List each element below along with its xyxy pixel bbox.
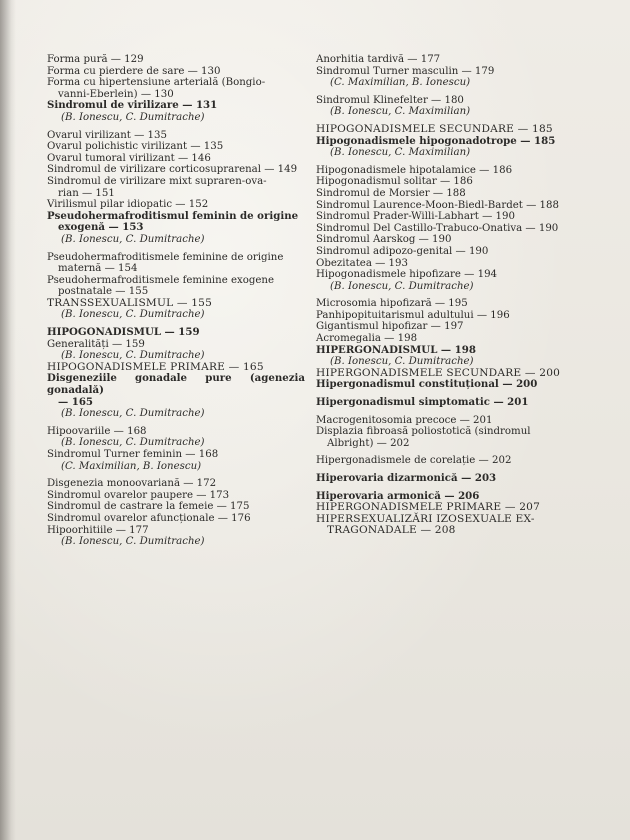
toc-line: (B. Ionescu, C. Dumitrache) [61,309,205,321]
toc-chapter-heading [47,327,305,339]
toc-line: Sindromul ovarelor afuncționale — 176 [47,512,251,524]
toc-entry [316,54,568,66]
toc-line: (C. Maximilian, B. Ionescu) [330,77,471,89]
toc-line: HIPOGONADISMELE SECUNDARE — 185 [316,122,553,135]
toc-entry [316,66,568,78]
toc-entry [47,153,305,165]
toc-line: (B. Ionescu, C. Dumitrache) [61,536,205,548]
toc-line: Generalități — 159 [47,338,145,350]
toc-line: (B. Ionescu, C. Dumitrache) [330,356,474,368]
toc-entry [47,373,305,408]
toc-authors [47,309,305,321]
toc-line: Hipoovariile — 168 [47,425,147,437]
toc-line: Macrogenitosomia precoce — 201 [316,414,493,426]
toc-column-left [47,54,305,548]
toc-line: HIPERGONADISMELE SECUNDARE — 200 [316,366,561,379]
toc-entry [316,136,568,148]
toc-entry [316,165,568,177]
toc-line: Sindromul de virilizare — 131 [47,99,218,112]
toc-line: Displazia fibroasă poliostotică (sindromul [316,426,531,438]
toc-entry [47,426,305,438]
toc-authors [316,106,568,118]
toc-line-continuation: Albright) — 202 [327,437,410,449]
toc-entry [316,188,568,200]
toc-entry [316,379,568,391]
toc-line: Ovarul polichistic virilizant — 135 [47,141,224,153]
toc-line: Sindromul ovarelor paupere — 173 [47,489,230,501]
toc-entry [316,298,568,310]
toc-line: (B. Ionescu, C. Dumitrache) [61,350,205,362]
toc-entry [47,501,305,513]
toc-entry [47,275,305,298]
toc-entry [316,321,568,333]
toc-entry [316,269,568,281]
toc-entry [47,339,305,351]
toc-authors [47,536,305,548]
toc-entry [47,490,305,502]
toc-section-heading [47,298,305,310]
toc-authors [316,77,568,89]
toc-authors [47,234,305,246]
toc-entry [316,234,568,246]
toc-line: Sindromul Laurence-Moon-Biedl-Bardet — 188 [316,199,559,211]
toc-line: Obezitatea — 193 [316,257,409,269]
toc-line: Hipoorhitiile — 177 [47,524,149,536]
toc-chapter-heading [316,345,568,357]
toc-line-continuation: — 165 [58,395,93,408]
toc-entry [47,513,305,525]
toc-entry [316,473,568,485]
toc-entry [316,176,568,188]
toc-line: HIPERGONADISMUL — 198 [316,343,476,356]
toc-entry [316,223,568,235]
toc-line: (B. Ionescu, C. Maximilian) [330,106,471,118]
toc-entry [47,525,305,537]
toc-entry [316,415,568,427]
toc-line: Sindromul de virilizare mixt supraren-ova- [47,175,267,187]
toc-line: Anorhitia tardivă — 177 [316,54,441,65]
toc-entry [316,258,568,270]
toc-entry [47,211,305,234]
toc-line: Hipergonadismul simptomatic — 201 [316,396,529,409]
toc-entry [47,77,305,100]
toc-line: HIPOGONADISMUL — 159 [47,326,200,339]
toc-entry [316,246,568,258]
toc-authors [316,281,568,293]
toc-entry [47,130,305,142]
toc-line: HIPOGONADISMELE PRIMARE — 165 [47,360,264,373]
toc-line: (B. Ionescu, C. Dumitrache) [330,280,474,292]
toc-line: Disgenezia monoovariană — 172 [47,478,217,490]
toc-line-continuation: vanni-Eberlein) — 130 [58,88,174,100]
toc-authors [316,147,568,159]
toc-line: TRANSSEXUALISMUL — 155 [47,296,213,309]
toc-line: Hiperovaria armonică — 206 [316,489,480,502]
toc-line: HIPERSEXUALIZĂRI IZOSEXUALE EX- [316,512,535,525]
toc-line: Gigantismul hipofizar — 197 [316,321,464,333]
toc-line: Hipogonadismul solitar — 186 [316,176,473,188]
toc-entry [47,141,305,153]
toc-entry [47,176,305,199]
toc-entry [316,426,568,449]
toc-authors [47,112,305,124]
toc-line: Ovarul tumoral virilizant — 146 [47,152,211,164]
toc-line: Forma pură — 129 [47,54,144,65]
toc-line: Microsomia hipofizară — 195 [316,298,468,310]
toc-line: Virilismul pilar idiopatic — 152 [47,199,209,211]
toc-line: Hiperovaria dizarmonică — 203 [316,472,497,484]
toc-entry [47,252,305,275]
toc-entry [316,310,568,322]
toc-line: (B. Ionescu, C. Dumitrache) [61,437,205,449]
toc-line: (B. Ionescu, C. Dumitrache) [61,408,205,420]
toc-line: Pseudohermafroditismele feminine exogene [47,274,275,286]
toc-line: Hipergonadismele de corelație — 202 [316,455,512,467]
toc-line: Sindromul de virilizare corticosuprarenal — 149 [47,164,298,176]
toc-line: Hipogonadismele hipotalamice — 186 [316,164,513,176]
toc-entry [316,95,568,107]
toc-line: HIPERGONADISMELE PRIMARE — 207 [316,501,541,514]
toc-section-heading [316,514,568,537]
toc-line: Hipogonadismele hipofizare — 194 [316,269,498,281]
toc-line: Forma cu hipertensiune arterială (Bongio- [47,77,266,89]
toc-line: (B. Ionescu, C. Maximilian) [330,147,471,159]
toc-line: Forma cu pierdere de sare — 130 [47,65,221,77]
toc-entry [47,164,305,176]
toc-line-continuation: TRAGONADALE — 208 [327,524,456,537]
toc-line: Pseudohermafroditismul feminin de origine [47,209,299,222]
toc-line: Acromegalia — 198 [316,333,418,345]
toc-entry [47,100,305,112]
toc-line: (B. Ionescu, C. Dumitrache) [61,111,205,123]
toc-line: Sindromul Turner masculin — 179 [316,65,495,77]
toc-authors [47,408,305,420]
toc-line: Panhipopituitarismul adultului — 196 [316,309,510,321]
toc-entry [316,455,568,467]
toc-line: Sindromul de Morsier — 188 [316,187,466,199]
toc-line: Ovarul virilizant — 135 [47,129,167,141]
toc-entry [316,211,568,223]
toc-line: Sindromul Klinefelter — 180 [316,94,464,106]
toc-authors [47,437,305,449]
toc-line: Hipogonadismele hipogonadotrope — 185 [316,134,556,147]
toc-line: Sindromul Turner feminin — 168 [47,449,219,460]
toc-line: Sindromul adipozo-genital — 190 [316,245,489,257]
toc-line: Sindromul de castrare la femeie — 175 [47,501,250,513]
toc-line: (B. Ionescu, C. Dumitrache) [61,233,205,245]
toc-line: Sindromul Aarskog — 190 [316,234,452,246]
toc-line-continuation: maternă — 154 [58,263,138,275]
toc-line: Disgeneziile gonadale pure (agenezia gonadală) [47,372,305,397]
toc-entry [47,449,305,461]
toc-line: Hipergonadismul constituțional — 200 [316,378,538,391]
toc-line-continuation: exogenă — 153 [58,221,144,234]
toc-line-continuation: postnatale — 155 [58,286,149,298]
toc-line: (C. Maximilian, B. Ionescu) [61,460,202,472]
toc-line: Pseudohermafroditismele feminine de origine [47,251,284,263]
toc-column-right [316,54,568,537]
binding-shadow [0,0,16,840]
toc-entry [47,54,305,66]
toc-line: Sindromul Prader-Willi-Labhart — 190 [316,211,515,223]
toc-authors [47,461,305,473]
toc-line: Sindromul Del Castillo-Trabuco-Onativa — 190 [316,222,559,234]
toc-line-continuation: rian — 151 [58,187,115,199]
toc-entry [47,478,305,490]
toc-entry [47,66,305,78]
toc-entry [316,200,568,212]
toc-entry [316,397,568,409]
